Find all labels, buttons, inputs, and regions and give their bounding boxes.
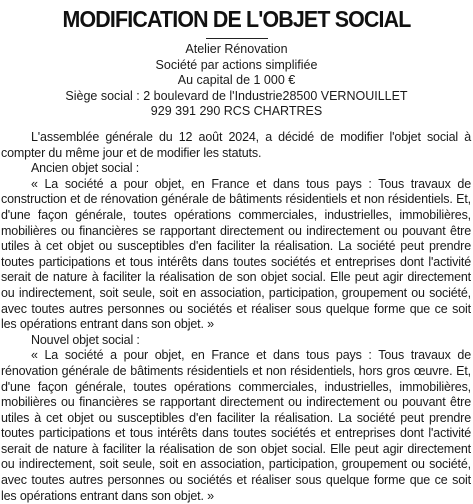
company-seat: Siège social : 2 boulevard de l'Industrie28500 VERNOUILLET [65, 88, 408, 103]
company-name: Atelier Rénovation [185, 42, 288, 56]
company-header [0, 42, 473, 120]
company-capital: Au capital de 1 000 € [177, 73, 296, 88]
new-object-label: Nouvel objet social : [31, 332, 140, 347]
company-rcs: 929 391 290 RCS CHARTRES [150, 104, 323, 119]
old-object-paragraph: « La société a pour objet, en France et dans tous pays : Tous travaux de construction et de rénovation générale de bâtiments résidentiels et non résidentiels. Et, d'une façon générale, toutes opérations commerciales, industrielles, immobilières, mobilières ou financières se rapportant directement ou indirectement ou pouvant être utiles à cet objet ou susceptibles d'en faciliter la réalisation. La société peut prendre toutes participations et tous intérêts dans toutes sociétés et entreprises dont l'activité serait de nature à faciliter la réalisation de son objet social. Elle peut agir directement ou indirectement, soit seule, soit en association, participation, groupement ou société, avec toutes autres personnes ou sociétés et réaliser sous quelque forme que ce soit les opérations entrant dans son objet. » [1, 176, 471, 332]
company-form: Société par actions simplifiée [155, 57, 318, 72]
notice-body [1, 130, 471, 504]
title-divider [206, 38, 268, 39]
old-object-label: Ancien objet social : [31, 161, 140, 176]
new-object-paragraph: « La société a pour objet, en France et dans tous pays : Tous travaux de rénovation générale de bâtiments résidentiels et non résidentiels, hors gros œuvre. Et, d'une façon générale, toutes opérations commerciales, industrielles, immobilières, mobilières ou financières se rapportant directement ou indirectement ou pouvant être utiles à cet objet ou susceptibles d'en faciliter la réalisation. La société peut prendre toutes participations et tous intérêts dans toutes sociétés et entreprises dont l'activité serait de nature à faciliter la réalisation de son objet social. Elle peut agir directement ou indirectement, soit seule, soit en association, participation, groupement ou société, avec toutes autres personnes ou sociétés et réaliser sous quelque forme que ce soit les opérations entrant dans son objet. » [1, 348, 471, 503]
notice-title: MODIFICATION DE L'OBJET SOCIAL [62, 6, 411, 32]
intro-paragraph: L'assemblée générale du 12 août 2024, a décidé de modifier l'objet social à compter du même jour et de modifier les statuts. [1, 130, 471, 160]
